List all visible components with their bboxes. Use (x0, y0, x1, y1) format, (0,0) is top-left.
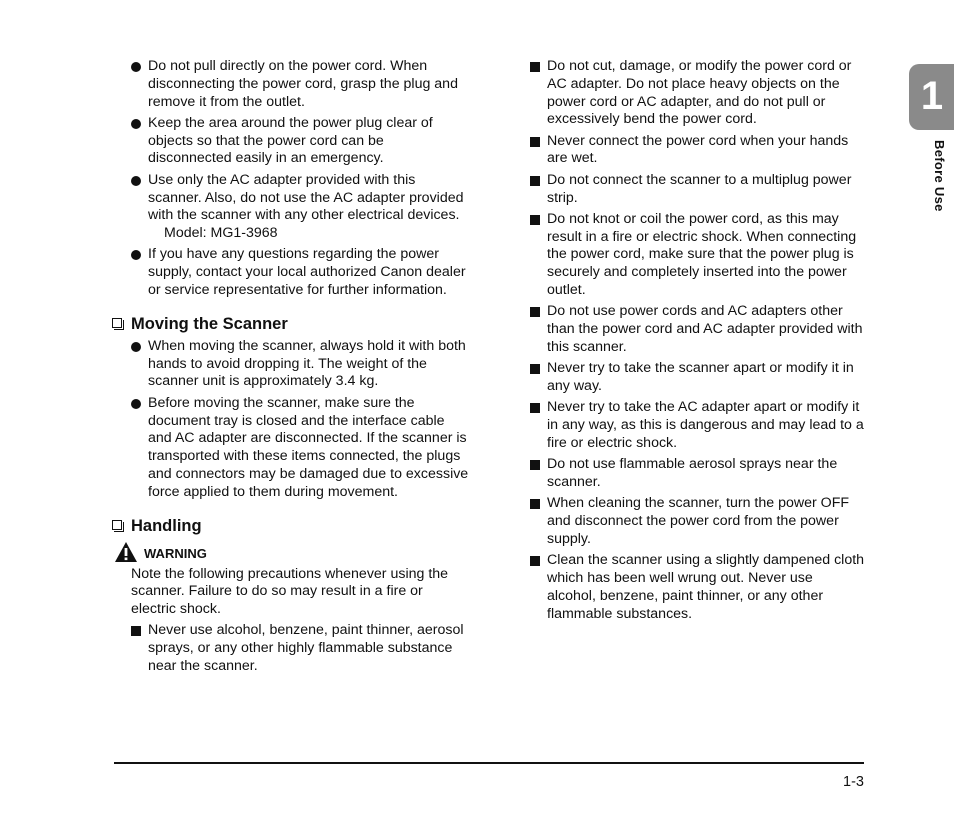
filled-square-icon (530, 360, 544, 380)
filled-circle-icon (131, 395, 145, 415)
list-item: Do not use flammable aerosol sprays near the scanner. (530, 456, 865, 492)
chapter-label: Before Use (932, 140, 947, 212)
list-item: Do not pull directly on the power cord. When disconnecting the power cord, grasp the plug and remove it from the outlet. (131, 58, 471, 111)
filled-square-icon (530, 172, 544, 192)
filled-square-icon (530, 211, 544, 231)
list-item: Do not cut, damage, or modify the power cord or AC adapter. Do not place heavy objects on the power cord or AC adapter, and do not pull or excessively bend the power cord. (530, 58, 865, 129)
right-column (530, 58, 865, 627)
section-heading-handling: Handling (112, 516, 471, 536)
list-item: Do not connect the scanner to a multiplug power strip. (530, 172, 865, 208)
warning-triangle-icon (114, 541, 138, 563)
list-item: Do not knot or coil the power cord, as this may result in a fire or electric shock. When connecting the power cord, make sure that the power plug is securely and completely inserted into the power outlet. (530, 211, 865, 300)
list-item: When moving the scanner, always hold it with both hands to avoid dropping it. The weight of the scanner unit is approximately 3.4 kg. (131, 338, 471, 391)
list-item: Never try to take the scanner apart or modify it in any way. (530, 360, 865, 396)
section-heading-moving: Moving the Scanner (112, 314, 471, 334)
list-item: When cleaning the scanner, turn the power OFF and disconnect the power cord from the power supply. (530, 495, 865, 548)
filled-square-icon (530, 133, 544, 153)
filled-circle-icon (131, 338, 145, 358)
filled-square-icon (530, 399, 544, 419)
chapter-number: 1 (920, 74, 944, 118)
chapter-tab (909, 64, 954, 130)
checkbox-icon (112, 520, 122, 530)
filled-circle-icon (131, 58, 145, 78)
warning-text: Note the following precautions whenever using the scanner. Failure to do so may result in a fire or electric shock. (131, 565, 449, 618)
page-number: 1-3 (843, 774, 864, 790)
left-column (131, 58, 471, 679)
filled-square-icon (530, 552, 544, 572)
filled-circle-icon (131, 115, 145, 135)
filled-square-icon (530, 303, 544, 323)
list-item: Do not use power cords and AC adapters other than the power cord and AC adapter provided with this scanner. (530, 303, 865, 356)
filled-square-icon (530, 456, 544, 476)
filled-circle-icon (131, 246, 145, 266)
list-item: If you have any questions regarding the power supply, contact your local authorized Canon dealer or service representative for further information. (131, 246, 471, 299)
list-item: Never connect the power cord when your hands are wet. (530, 133, 865, 169)
list-item: Before moving the scanner, make sure the document tray is closed and the interface cable and AC adapter are disconnected. If the scanner is transported with these items connected, the plugs and connectors may be damaged due to excessive force applied to them during movement. (131, 395, 471, 502)
model-line: Model: MG1-3968 (164, 225, 278, 242)
warning-label: WARNING (114, 545, 471, 563)
list-item: Never use alcohol, benzene, paint thinner, aerosol sprays, or any other highly flammable substance near the scanner. (131, 622, 471, 675)
filled-square-icon (530, 495, 544, 515)
checkbox-icon (112, 318, 122, 328)
list-item: Use only the AC adapter provided with this scanner. Also, do not use the AC adapter provided with the scanner with any other electrical devices. Model: MG1-3968 (131, 172, 471, 243)
list-item: Never try to take the AC adapter apart or modify it in any way, as this is dangerous and may lead to a fire or electric shock. (530, 399, 865, 452)
filled-square-icon (530, 58, 544, 78)
filled-circle-icon (131, 172, 145, 192)
list-item: Clean the scanner using a slightly dampened cloth which has been well wrung out. Never use alcohol, benzene, paint thinner, or any other flammable substances. (530, 552, 865, 623)
footer-divider (114, 762, 864, 764)
filled-square-icon (131, 622, 145, 642)
list-item: Keep the area around the power plug clear of objects so that the power cord can be disconnected easily in an emergency. (131, 115, 471, 168)
